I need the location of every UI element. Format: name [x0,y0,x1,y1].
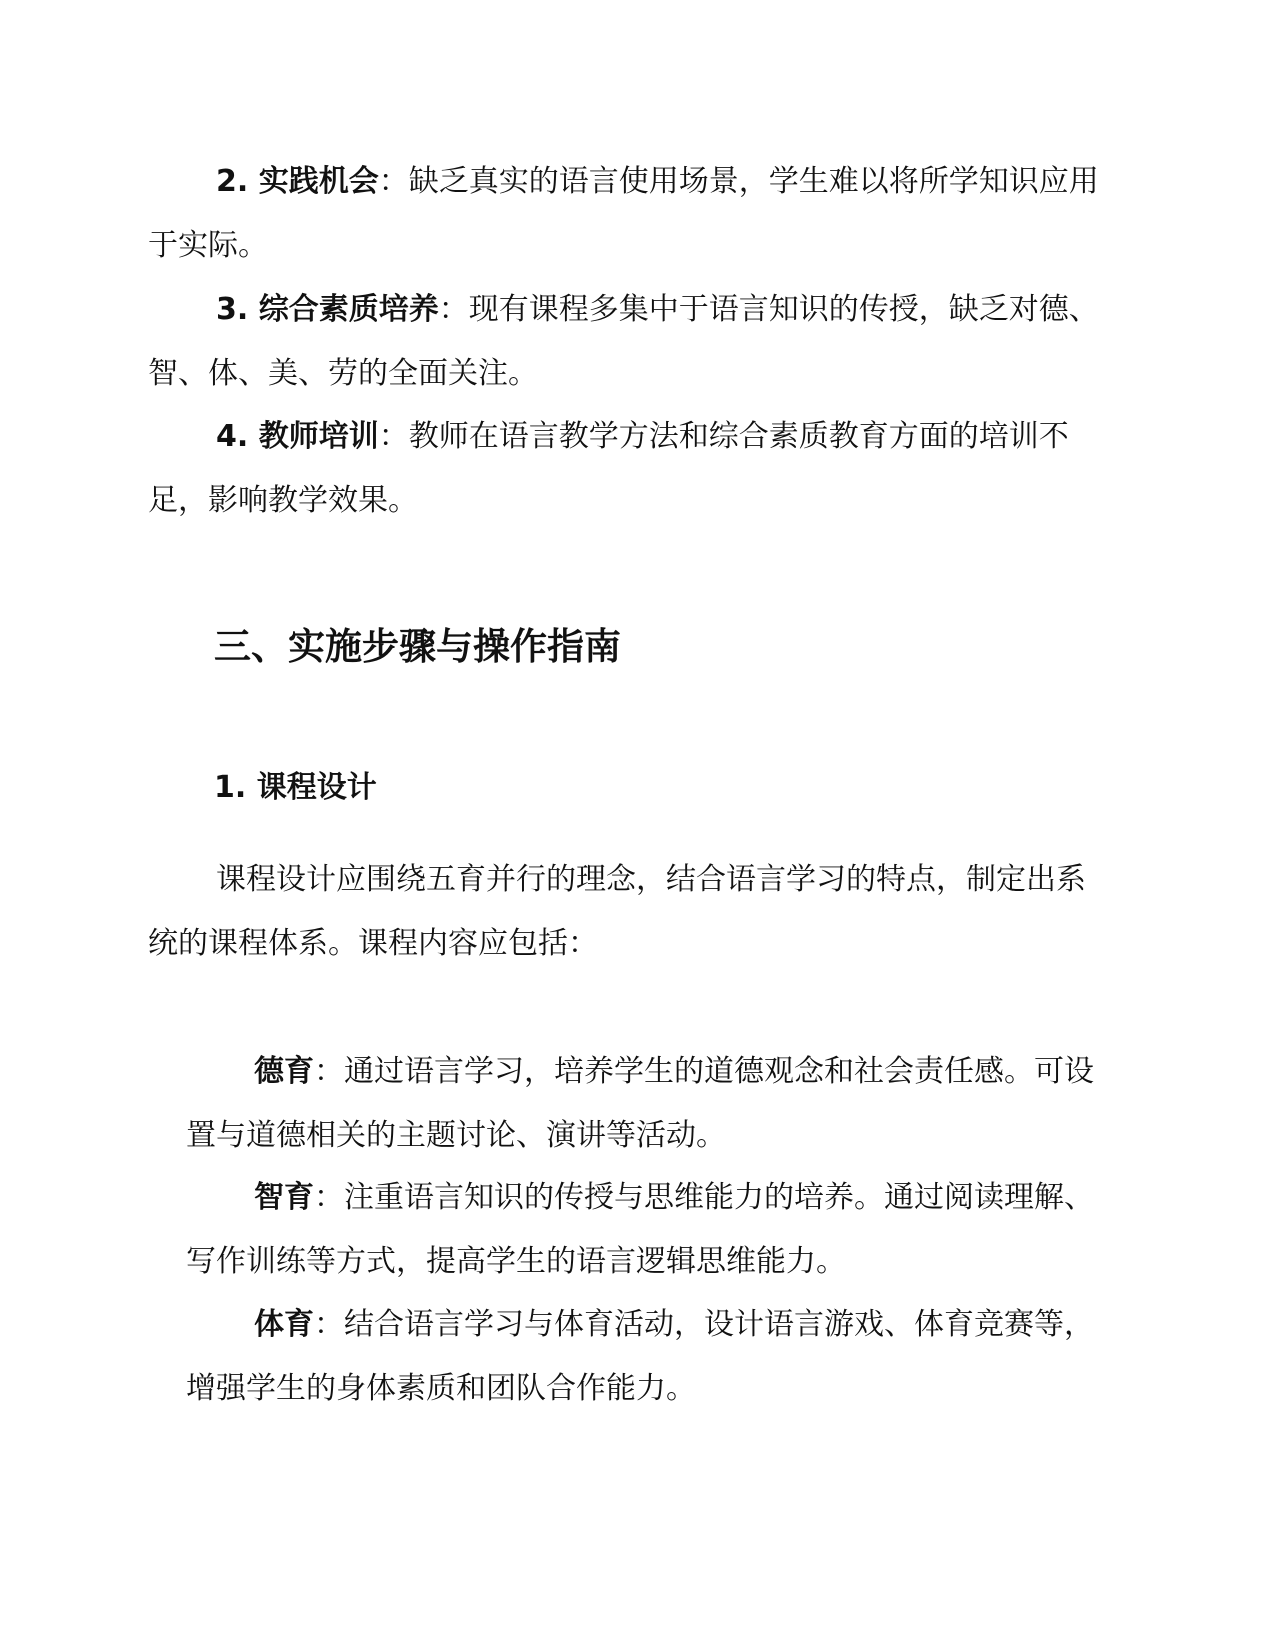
problem-text: 现有课程多集中于语言知识的传授，缺乏对德、智、体、美、劳的全面关注。 [148,292,1099,391]
problem-text: 缺乏真实的语言使用场景，学生难以将所学知识应用于实际。 [148,164,1099,263]
problem-teacher-training [148,405,1106,533]
curriculum-moral-education [186,1040,1111,1168]
curriculum-text: 通过语言学习，培养学生的道德观念和社会责任感。可设置与道德相关的主题讨论、演讲等活动。 [186,1054,1094,1153]
curriculum-text: 结合语言学习与体育活动，设计语言游戏、体育竞赛等，增强学生的身体素质和团队合作能力。 [186,1307,1094,1406]
problem-text: 教师在语言教学方法和综合素质教育方面的培训不足，影响教学效果。 [148,419,1069,518]
problem-separator: ： [438,292,469,327]
curriculum-term: 体育 [254,1307,314,1342]
curriculum-text: 注重语言知识的传授与思维能力的培养。通过阅读理解、写作训练等方式，提高学生的语言逻辑思维能力。 [186,1180,1094,1279]
problem-term: 2. 实践机会 [216,164,379,199]
problem-comprehensive-quality [148,278,1106,406]
curriculum-separator: ： [314,1307,344,1342]
problem-separator: ： [378,419,409,454]
problem-term: 3. 综合素质培养 [216,292,439,327]
problem-practice-opportunity [148,150,1106,278]
curriculum-physical-education [186,1293,1111,1421]
curriculum-term: 德育 [254,1054,314,1089]
subsection-heading: 1. 课程设计 [214,770,377,805]
curriculum-separator: ： [314,1054,344,1089]
curriculum-term: 智育 [254,1180,314,1215]
curriculum-intellectual-education [186,1166,1111,1294]
problem-separator: ： [378,164,409,199]
problem-term: 4. 教师培训 [216,419,379,454]
curriculum-intro: 课程设计应围绕五育并行的理念，结合语言学习的特点，制定出系统的课程体系。课程内容应包括： [148,862,1086,961]
section-heading: 三、实施步骤与操作指南 [214,625,621,668]
curriculum-separator: ： [314,1180,344,1215]
